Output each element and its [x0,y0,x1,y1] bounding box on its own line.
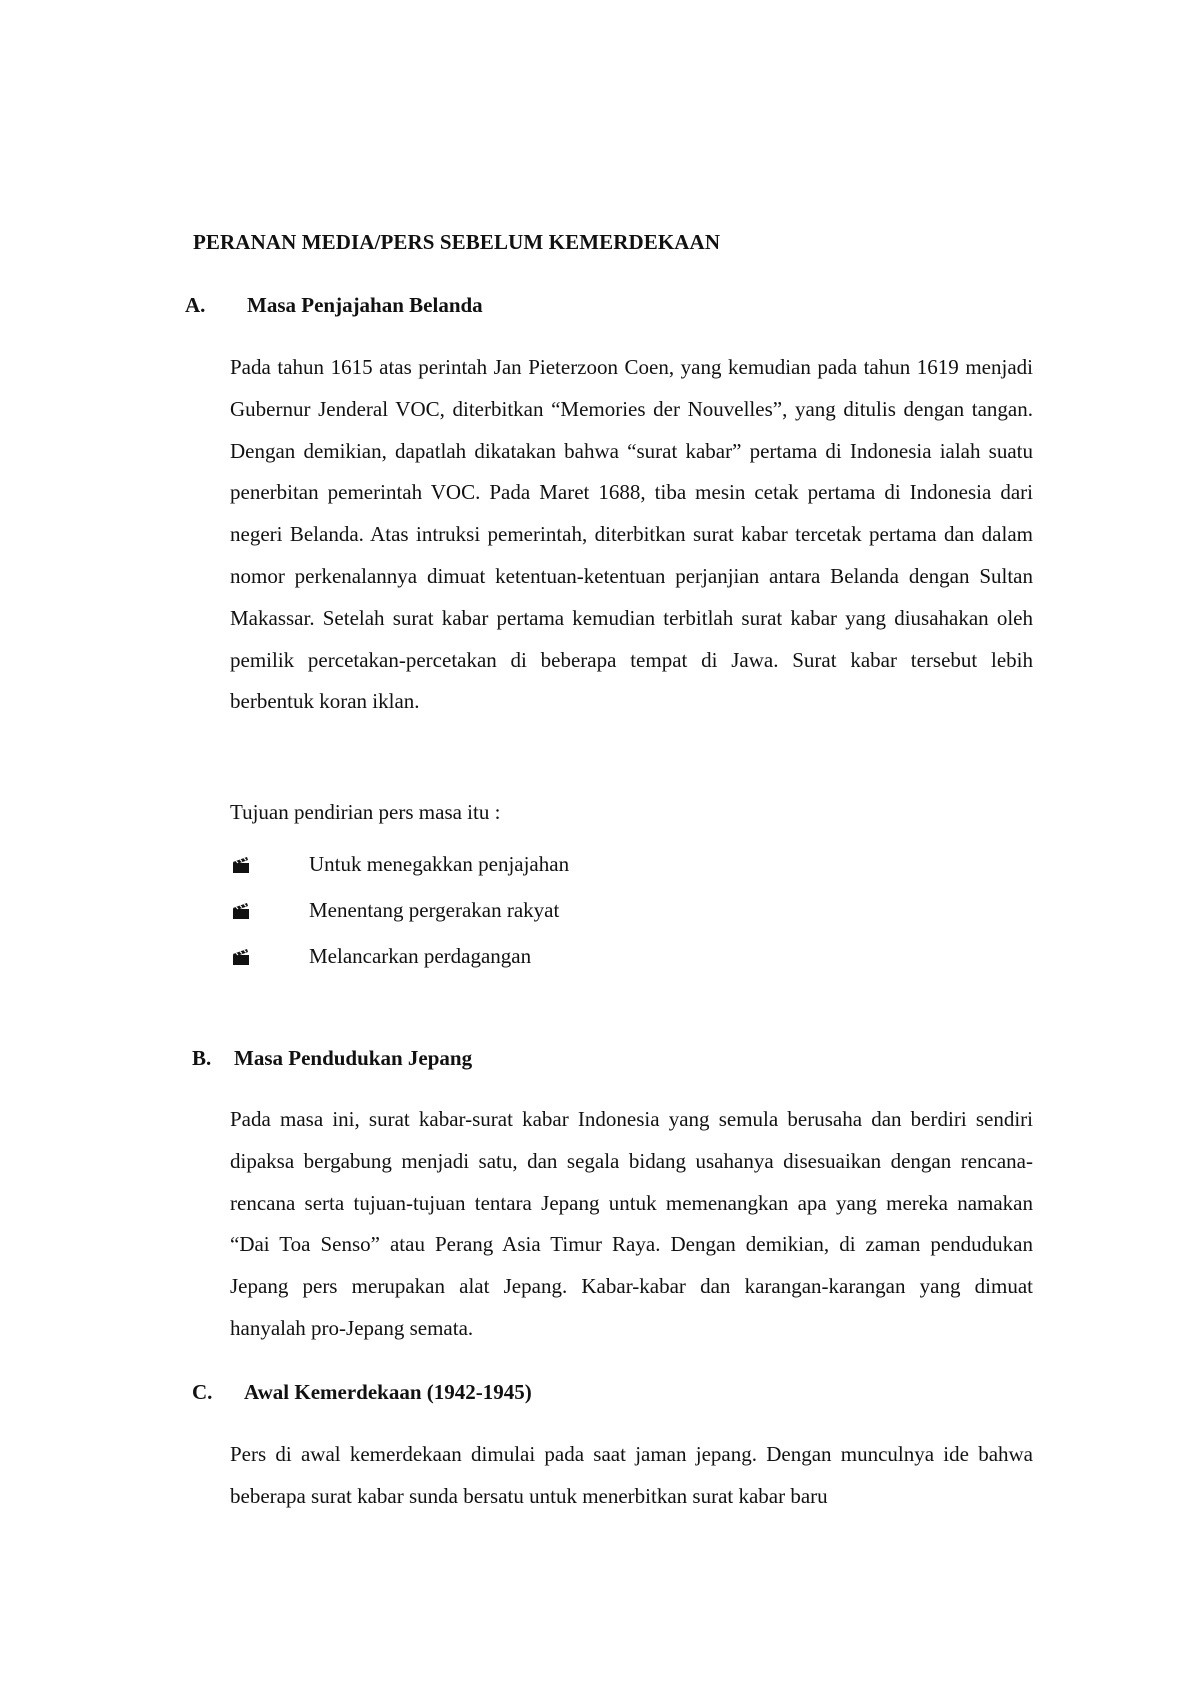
list-item-text: Menentang pergerakan rakyat [309,898,560,922]
section-b-letter: B. [192,1046,212,1070]
section-b-title: Masa Pendudukan Jepang [234,1046,473,1070]
document-title: PERANAN MEDIA/PERS SEBELUM KEMERDEKAAN [193,230,721,254]
section-c-paragraph: Pers di awal kemerdekaan dimulai pada saat jaman jepang. Dengan munculnya ide bahwa beberapa surat kabar sunda bersatu untuk menerbitkan surat kabar baru [230,1442,1033,1508]
clapperboard-icon [232,856,250,874]
section-a-list-intro: Tujuan pendirian pers masa itu : [230,800,501,824]
clapperboard-icon [232,948,250,966]
section-b-paragraph: Pada masa ini, surat kabar-surat kabar Indonesia yang semula berusaha dan berdiri sendiri dipaksa bergabung menjadi satu, dan segala bidang usahanya disesuaikan dengan rencana-rencana serta tujuan-tujuan tentara Jepang untuk memenangkan apa yang mereka namakan “Dai Toa Senso” atau Perang Asia Timur Raya. Dengan demikian, di zaman pendudukan Jepang pers merupakan alat Jepang. Kabar-kabar dan karangan-karangan yang dimuat hanyalah pro-Jepang semata. [230,1107,1033,1340]
clapperboard-icon [232,902,250,920]
section-a-letter: A. [185,293,206,317]
section-a-title: Masa Penjajahan Belanda [247,293,483,317]
section-a-paragraph: Pada tahun 1615 atas perintah Jan Pieterzoon Coen, yang kemudian pada tahun 1619 menjadi Gubernur Jenderal VOC, diterbitkan “Memories der Nouvelles”, yang ditulis dengan tangan. Dengan demikian, dapatlah dikatakan bahwa “surat kabar” pertama di Indonesia ialah suatu penerbitan pemerintah VOC. Pada Maret 1688, tiba mesin cetak pertama di Indonesia dari negeri Belanda. Atas intruksi pemerintah, diterbitkan surat kabar tercetak pertama dan dalam nomor perkenalannya dimuat ketentuan-ketentuan perjanjian antara Belanda dengan Sultan Makassar. Setelah surat kabar pertama kemudian terbitlah surat kabar yang diusahakan oleh pemilik percetakan-percetakan di beberapa tempat di Jawa. Surat kabar tersebut lebih berbentuk koran iklan. [230,355,1033,714]
list-item-text: Untuk menegakkan penjajahan [309,852,570,876]
section-c-letter: C. [192,1380,213,1404]
list-item-text: Melancarkan perdagangan [309,944,532,968]
section-c-title: Awal Kemerdekaan (1942-1945) [244,1380,532,1404]
